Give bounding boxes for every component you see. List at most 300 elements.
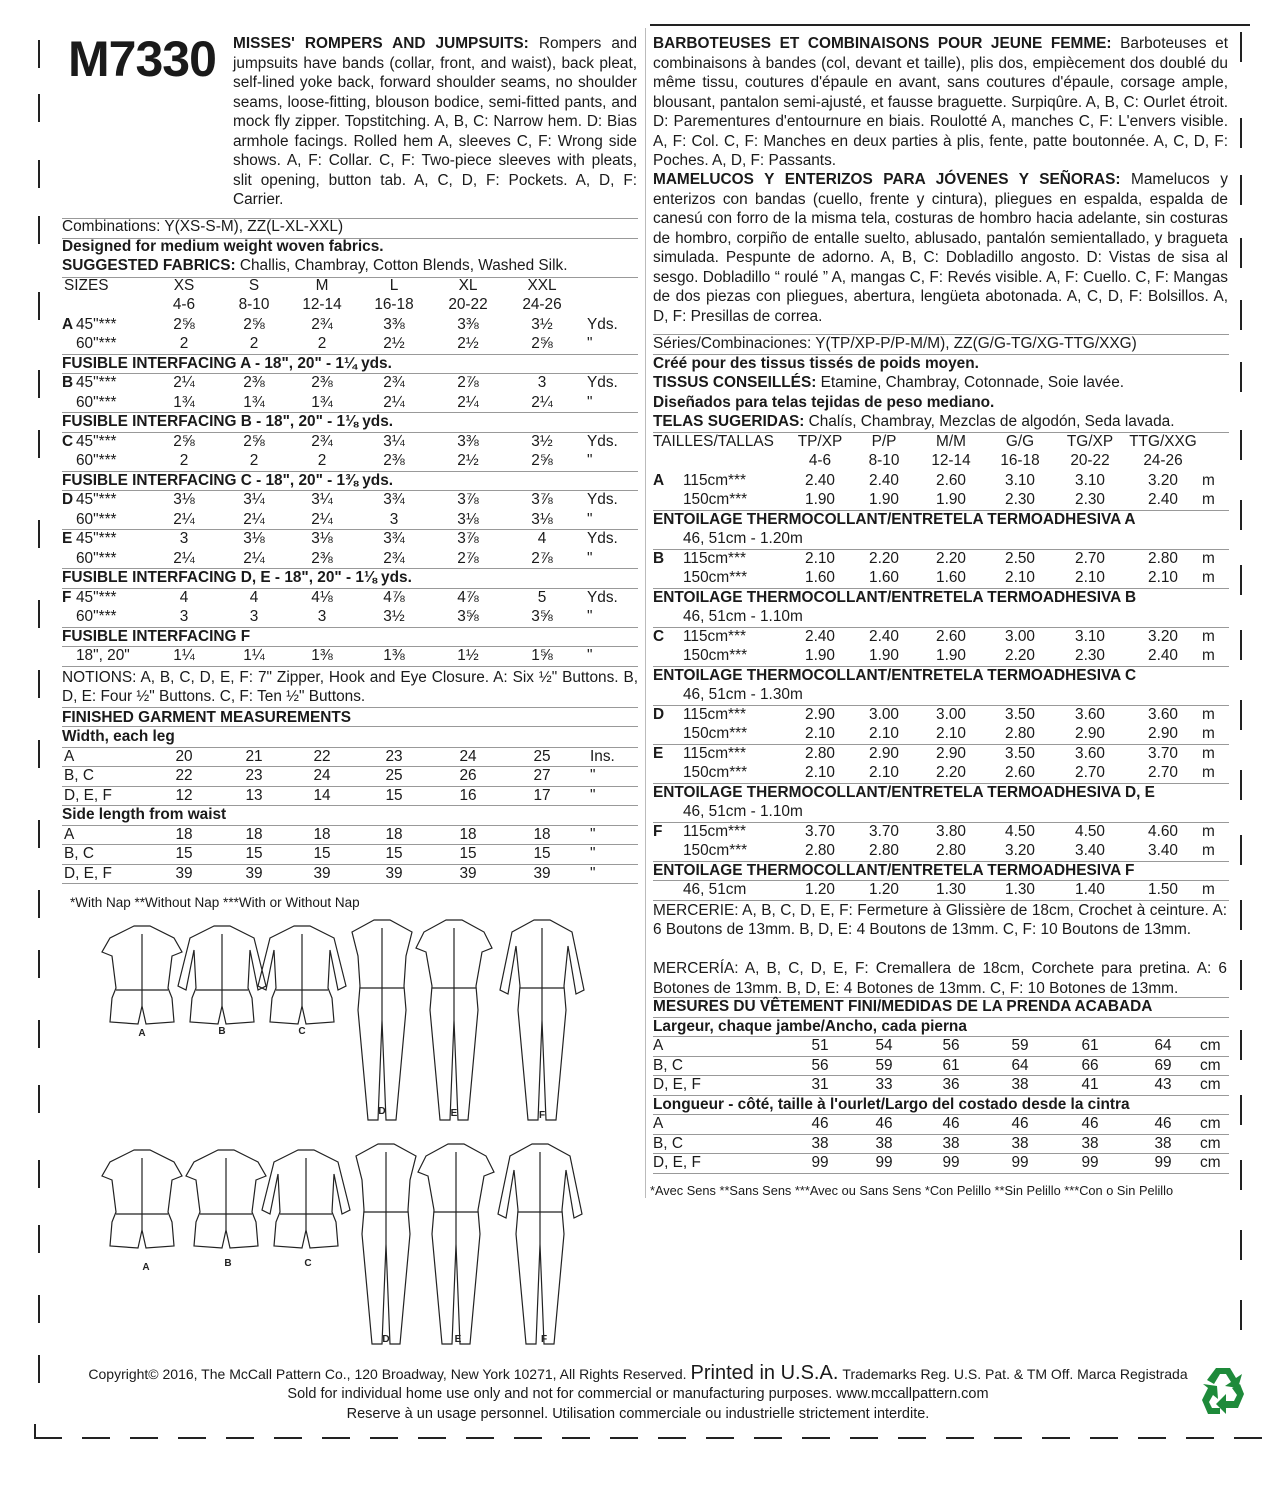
cut-mark [1240,238,1242,268]
en-row [62,315,638,335]
en-cell: 2⅝ [173,432,195,450]
fr-cell: 3.40 [1148,842,1178,859]
en-meas-cell: 39 [175,864,193,882]
fr-cell: 2.10 [1075,569,1105,586]
fr-unit: m [1202,647,1215,664]
en-cell: 3⅛ [243,530,265,547]
fr-cell: 1.30 [1005,881,1035,898]
fr-cell: 1.60 [936,569,966,586]
pattern-code: M7330 [68,31,216,87]
en-meas-unit: " [590,767,596,784]
figure-label-front: C [298,1026,306,1037]
en-cell: 2 [179,335,189,352]
fr-cell: 2.20 [1005,647,1035,664]
fr-cell: 2.20 [936,549,966,567]
fr-cell: 2.20 [936,764,966,781]
en-row [62,646,638,666]
fr-cell: 1.60 [869,569,899,586]
cut-mark [610,1437,638,1439]
cut-mark [1240,362,1242,392]
fr-cell: 1.30 [936,881,966,898]
fr-cell: 3.20 [1148,627,1178,645]
fr-row [653,549,1229,569]
en-unit: Yds. [587,491,618,508]
fr-view-letter: A [653,471,665,489]
fr-cell: 1.90 [869,647,899,664]
en-unit: Yds. [587,315,618,333]
cut-mark [1234,1437,1262,1439]
fr-cell: 2.30 [1005,491,1035,508]
fr-cell: 2.90 [1075,725,1105,742]
interfacing-heading: FUSIBLE INTERFACING B - 18", 20" - 1⅛ yds. [62,413,394,430]
cut-mark [1090,1437,1118,1439]
fr-view-letter: B [653,549,665,567]
usage-notice-en: Sold for individual home use only and not for commercial or manufacturing purposes. www.mccallpattern.com [287,1386,989,1402]
size-range: 12-14 [302,296,342,313]
copyright-line [0,1362,1276,1385]
fr-cell: 3.70 [1148,744,1178,762]
fr-unit: m [1202,549,1215,567]
fr-meas-cell: 99 [811,1154,829,1171]
description-es [653,170,1228,326]
fr-cell: 1.90 [936,647,966,664]
side-heading-fr: Longueur - côté, taille à l'ourlet/Largo del costado desde la cintra [653,1095,1130,1113]
fr-width-label: 150cm*** [683,842,748,859]
cut-mark [38,292,40,320]
fr-meas-cell: 69 [1154,1056,1172,1074]
en-width-label: 60"*** [76,510,117,528]
fr-cell: 2.60 [936,627,966,645]
fr-meas-cell: 36 [942,1076,960,1093]
en-cell: 2 [317,452,327,469]
fr-cell: 2.70 [1075,549,1105,567]
suggested-fabrics [62,256,567,276]
en-unit: Yds. [587,530,618,547]
fr-cell: 2.10 [805,549,835,567]
en-cell: 3½ [383,608,405,625]
fr-row [653,763,1229,783]
entoilage-heading: ENTOILAGE THERMOCOLLANT/ENTRETELA TERMOADHESIVA A [653,510,1136,528]
figure-label-back: A [142,1262,150,1273]
en-meas-width-label: A [64,825,75,843]
en-cell: 4⅛ [311,588,333,606]
en-cell: 5 [537,588,547,606]
fr-meas-cell: 38 [942,1134,960,1152]
en-meas-cell: 21 [245,747,263,765]
description-en [233,34,637,210]
fr-cell: 3.60 [1075,744,1105,762]
designed-line: Designed for medium weight woven fabrics. [62,237,384,255]
width-heading: Width, each leg [62,728,175,745]
fr-cell: 2.50 [1005,549,1035,567]
fr-meas-cell: 38 [1154,1134,1172,1152]
en-cell: 3¾ [383,491,405,508]
fr-cell: 3.10 [1075,471,1105,489]
size-header: XL [458,276,478,294]
fr-cell: 1.50 [1148,881,1178,898]
cut-mark [1240,500,1242,530]
fr-cell: 2.10 [869,764,899,781]
en-meas-cell: 39 [533,864,551,882]
fr-row [653,744,1229,764]
en-unit: " [587,393,593,411]
cut-mark [38,1225,40,1253]
fr-meas-row [653,1153,1229,1173]
en-meas-cell: 39 [313,864,331,882]
sizes-label-fr: TAILLES/TALLAS [653,432,774,450]
en-unit: " [587,510,593,528]
fr-cell: 3.20 [1005,842,1035,859]
fr-width-label: 150cm*** [683,764,748,781]
en-cell: 2⅞ [457,374,479,391]
en-cell: 4 [537,530,547,547]
fr-meas-width-label: A [653,1115,664,1132]
fr-meas-row [653,1036,1229,1056]
en-cell: 3⅛ [173,491,195,508]
en-cell: 3⅜ [457,315,479,333]
en-row [62,451,638,471]
top-rule [650,24,1250,26]
en-cell: 1¼ [173,647,195,664]
en-cell: 3¼ [311,491,333,508]
en-meas-cell: 13 [245,786,263,804]
cut-mark [802,1437,830,1439]
en-meas-cell: 18 [175,825,193,843]
en-row [62,393,638,413]
cut-mark [1240,32,1242,62]
cut-mark [1240,960,1242,990]
garment-illustrations [90,918,610,1348]
finished-heading-fr: MESURES DU VÊTEMENT FINI/MEDIDAS DE LA PRENDA ACABADA [653,998,1153,1015]
description-fr-text: Barboteuses et combinaisons à bandes (col, devant et taille), plis dos, empiècement dos doublé du même tissu, coutures d'épaule en avant, sans coutures d'épaule, corsage ample, blousant, pantalon semi-ajusté, et fausse braguette. Surpiqûre. A, B, C: Ourlet étroit. D: Parementures d'entournure en biais. Roulotté A, manches C, F: L'envers visible. A, F: Col. C, F: Manches en deux parties à plis, fente, patte boutonnée. A, C, D, F: Poches. A, D, F: Passants. [653,35,1228,169]
en-width-label: 60"*** [76,608,117,625]
en-cell: 3⅛ [457,510,479,528]
en-meas-cell: 24 [313,767,331,784]
en-cell: 3⅞ [457,530,479,547]
fr-cell: 1.60 [805,569,835,586]
cut-mark [38,950,40,978]
en-row [62,334,638,354]
cut-mark [34,1424,36,1439]
fr-cell: 2.80 [936,842,966,859]
size-range: 4-6 [172,296,196,313]
fr-cell: 2.40 [805,471,835,489]
cut-mark [38,1295,40,1323]
en-view-letter: E [62,530,73,547]
en-width-label: 60"*** [76,393,117,411]
fr-view-letter: D [653,705,665,723]
cut-mark [38,1020,40,1048]
en-width-label: 60"*** [76,335,117,352]
width-heading-fr: Largeur, chaque jambe/Ancho, cada pierna [653,1017,967,1035]
figure-label-back: B [224,1258,232,1269]
entoilage-heading: ENTOILAGE THERMOCOLLANT/ENTRETELA TERMOADHESIVA C [653,666,1137,684]
fr-width-label: 115cm*** [683,744,747,762]
size-range: 24-26 [522,296,562,313]
entoilage-sub: 46, 51cm - 1.10m [683,608,803,625]
en-meas-unit: " [590,786,596,804]
en-cell: 2⅝ [173,315,195,333]
en-cell: 2¼ [173,549,195,567]
figure-label-front: A [138,1028,146,1039]
en-cell: 2⅜ [311,549,333,567]
en-meas-cell: 25 [533,747,551,765]
cut-mark [370,1437,398,1439]
fr-row [653,822,1229,842]
cut-mark [38,670,40,698]
en-cell: 2¼ [383,393,405,411]
fr-row [653,724,1229,744]
en-meas-width-label: B, C [64,845,94,862]
fr-unit: m [1202,822,1215,840]
en-cell: 2 [179,452,189,469]
fr-cell: 1.90 [936,491,966,508]
en-meas-unit: " [590,864,596,882]
interfacing-heading: FUSIBLE INTERFACING F [62,627,251,645]
fr-meas-cell: 99 [942,1154,960,1171]
en-meas-cell: 27 [533,767,551,784]
en-cell: 2⅜ [243,374,265,391]
en-meas-row [62,786,638,806]
figure-label-back: E [454,1334,462,1345]
en-cell: 2¼ [457,393,479,411]
fr-view-letter: E [653,744,664,762]
fr-width-label: 46, 51cm [683,881,747,898]
en-meas-width-label: D, E, F [64,864,112,882]
size-header-fr: G/G [1005,432,1035,450]
fr-width-label: 115cm*** [683,549,747,567]
en-meas-cell: 18 [459,825,477,843]
fr-meas-cell: 46 [1154,1115,1172,1132]
fr-cell: 3.80 [936,822,966,840]
description-en-title: MISSES' ROMPERS AND JUMPSUITS: [233,35,529,52]
fr-cell: 2.10 [805,725,835,742]
fr-cell: 3.00 [869,705,899,723]
fr-meas-cell: 59 [1011,1037,1029,1054]
fr-meas-row [653,1134,1229,1154]
interfacing-heading: FUSIBLE INTERFACING D, E - 18", 20" - 1⅛ yds. [62,569,412,586]
combinations-line-fr: Séries/Combinaciones: Y(TP/XP-P/P-M/M), ZZ(G/G-TG/XG-TTG/XXG) [653,335,1137,352]
en-row [62,549,638,569]
notions-text: NOTIONS: A, B, C, D, E, F: 7" Zipper, Hook and Eye Closure. A: Six ½" Buttons. B, D, E: Four ½" Buttons. C, F: Ten ½" Buttons. [62,668,638,705]
size-range: 8-10 [238,296,270,313]
en-meas-row [62,844,638,864]
fr-cell: 2.10 [805,764,835,781]
sizes-row-fr [653,432,1229,452]
fr-meas-cell: 33 [875,1076,893,1093]
fr-cell: 2.80 [805,842,835,859]
fr-meas-cell: 38 [1011,1134,1029,1152]
figure-label-front: E [450,1108,458,1119]
fr-meas-cell: 61 [1081,1037,1099,1054]
en-width-label: 60"*** [76,452,117,469]
en-meas-cell: 23 [385,747,403,765]
size-range-fr: 12-14 [931,452,971,469]
fr-cell: 3.60 [1075,705,1105,723]
en-cell: 2⅝ [243,315,265,333]
figure-label-front: F [538,1110,546,1121]
cut-mark [562,1437,590,1439]
size-header: L [389,276,399,294]
en-unit: Yds. [587,432,618,450]
cut-mark [946,1437,974,1439]
en-cell: 4 [179,588,189,606]
entoilage-sub: 46, 51cm - 1.10m [683,803,803,820]
en-width-label: 45"*** [76,315,117,333]
description-en-text: Rompers and jumpsuits have bands (collar, front, and waist), back pleat, self-lined yoke back, forward shoulder seams, no shoulder seams, loose-fitting, blouson bodice, semi-fitted pants, and mock fly zipper. Topstitching. A, B, C: Narrow hem. D: Bias armhole facings. Rolled hem A, sleeves C, F: Wrong side shows. A, F: Collar. C, F: Two-piece sleeves with pleats, slit opening, button tab. A, C, D, F: Pockets. A, D, F: Carrier. [233,35,638,208]
fr-cell: 1.20 [869,881,899,898]
cut-mark [226,1437,254,1439]
entoilage-heading: ENTOILAGE THERMOCOLLANT/ENTRETELA TERMOADHESIVA F [653,861,1135,879]
en-view-letter: A [62,315,74,333]
cut-mark [1240,1095,1242,1125]
fr-cell: 2.10 [936,725,966,742]
en-meas-cell: 20 [175,747,193,765]
fr-meas-cell: 31 [811,1076,829,1093]
fr-meas-unit: cm [1200,1076,1221,1093]
fr-meas-cell: 46 [811,1115,829,1132]
sizes-row [62,276,638,296]
fr-cell: 1.20 [805,881,835,898]
en-row [62,432,638,452]
description-fr-title: BARBOTEUSES ET COMBINAISONS POUR JEUNE FEMME: [653,35,1112,52]
fr-unit: m [1202,842,1215,859]
en-meas-cell: 18 [385,825,403,843]
row-divider [62,883,638,884]
fr-cell: 2.70 [1148,764,1178,781]
cut-mark [898,1437,926,1439]
fr-meas-cell: 46 [1011,1115,1029,1132]
en-cell: 2 [249,335,259,352]
fr-meas-width-label: B, C [653,1056,683,1074]
cut-mark [38,520,40,548]
figure-label-back: C [304,1258,312,1269]
fr-meas-unit: cm [1200,1056,1221,1074]
fr-cell: 3.50 [1005,705,1035,723]
fr-row [653,490,1229,510]
en-cell: 1⅜ [311,647,333,664]
en-meas-cell: 39 [459,864,477,882]
fr-meas-cell: 38 [811,1134,829,1152]
size-header: XXL [527,276,557,294]
recycle-icon [1196,1364,1250,1416]
cut-mark [38,94,40,122]
en-unit: " [587,549,593,567]
cut-mark [1186,1437,1214,1439]
fr-meas-width-label: D, E, F [653,1154,701,1171]
mercerie-text: MERCERIE: A, B, C, D, E, F: Fermeture à Glissière de 18cm, Crochet à ceinture. A: 6 Boutons de 13mm. B, D, E: 4 Boutons de 13mm. C, F: 10 Boutons de 13mm. [653,901,1227,938]
en-cell: 4⅞ [383,588,405,606]
merceria-text: MERCERÍA: A, B, C, D, E, F: Cremallera de 18cm, Corchete para pretina. A: 6 Botones de 13mm. B, D, E: 4 Botones de 13mm. C, F: 10 Botones de 13mm. [653,960,1227,997]
en-cell: 3⅜ [383,315,405,333]
fr-cell: 2.60 [1005,764,1035,781]
cut-mark [1240,430,1242,460]
fr-meas-cell: 99 [1011,1154,1029,1171]
fr-row [653,471,1229,491]
nap-note-fr: *Avec Sens **Sans Sens ***Avec ou Sans Sens *Con Pelillo **Sin Pelillo ***Con o Sin Pelillo [650,1182,1174,1198]
en-meas-cell: 14 [313,786,331,804]
size-range-fr: 16-18 [1000,452,1040,469]
cut-mark [1240,1230,1242,1260]
cut-mark [1240,900,1242,930]
en-meas-cell: 26 [459,767,477,784]
fr-cell: 2.30 [1075,491,1105,508]
en-cell: 3⅝ [531,608,553,625]
cut-mark [38,820,40,848]
en-unit: " [587,647,593,664]
en-cell: 3 [179,608,189,625]
fr-row [653,568,1229,588]
en-cell: 2¼ [311,510,333,528]
suggested-es-text: Chalís, Chambray, Mezclas de algodón, Seda lavada. [804,413,1175,430]
fr-row [653,705,1229,725]
entoilage-heading: ENTOILAGE THERMOCOLLANT/ENTRETELA TERMOADHESIVA B [653,588,1137,606]
cut-mark [38,600,40,628]
cut-mark [38,216,40,244]
fr-view-letter: F [653,822,663,840]
fr-cell: 1.90 [869,491,899,508]
figure-label-back: D [382,1334,390,1345]
cut-mark [1240,118,1242,148]
en-meas-row [62,864,638,884]
row-divider [653,1173,1229,1174]
usage-notice-fr: Reserve à un usage personnel. Utilisation commerciale ou industrielle strictement interdite. [346,1406,930,1422]
fr-unit: m [1202,725,1215,742]
en-row [62,529,638,549]
en-view-letter: B [62,374,74,391]
cut-mark [38,740,40,768]
en-cell: 2¾ [383,549,405,567]
cut-mark [38,160,40,188]
ranges-row-fr [653,451,1229,471]
en-meas-cell: 25 [385,767,403,784]
en-meas-cell: 17 [533,786,551,804]
cut-mark [1240,700,1242,730]
interfacing-heading: FUSIBLE INTERFACING A - 18", 20" - 1¼ yds. [62,354,392,372]
fr-cell: 2.80 [1148,549,1178,567]
fr-width-label: 115cm*** [683,471,747,489]
trademark-text: Trademarks Reg. U.S. Pat. & TM Off. Marca Registrada [842,1366,1188,1382]
fr-cell: 2.40 [1148,491,1178,508]
fr-cell: 3.60 [1148,705,1178,723]
cut-mark [658,1437,686,1439]
en-cell: 3 [179,530,189,547]
fr-meas-width-label: D, E, F [653,1076,701,1093]
cut-mark [754,1437,782,1439]
fr-cell: 3.20 [1148,471,1178,489]
fr-meas-cell: 46 [875,1115,893,1132]
size-range-fr: 24-26 [1143,452,1183,469]
en-unit: " [587,452,593,469]
fr-width-label: 115cm*** [683,705,747,723]
en-cell: 2⅝ [243,432,265,450]
fr-meas-cell: 59 [875,1056,893,1074]
nap-note-en: *With Nap **Without Nap ***With or Without Nap [70,895,360,910]
fr-unit: m [1202,705,1215,723]
cut-mark [1240,1030,1242,1060]
en-meas-width-label: D, E, F [64,786,112,804]
row-divider [62,666,638,667]
fr-unit: m [1202,744,1215,762]
copyright-text: Copyright© 2016, The McCall Pattern Co., 120 Broadway, New York 10271, All Rights Reserved. [88,1366,687,1382]
fr-meas-width-label: A [653,1037,664,1054]
fr-cell: 2.90 [869,744,899,762]
fr-cell: 4.60 [1148,822,1178,840]
en-width-label: 45"*** [76,588,117,606]
fr-meas-cell: 38 [875,1134,893,1152]
column-divider [645,28,646,1198]
en-meas-cell: 12 [175,786,193,804]
